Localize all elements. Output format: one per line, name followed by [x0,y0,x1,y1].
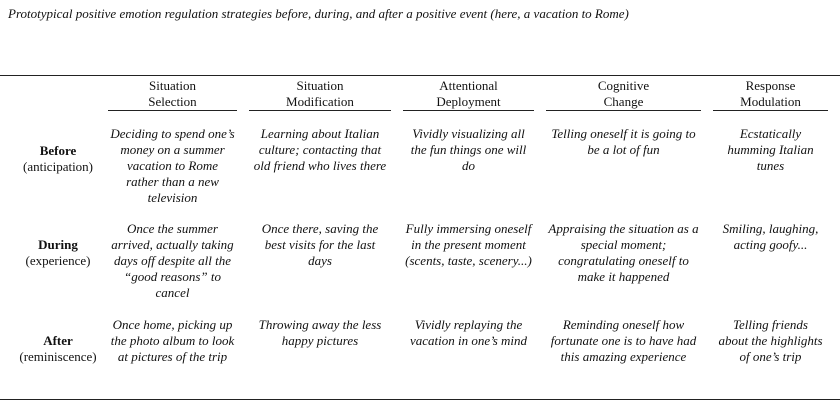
header-underline [403,110,534,111]
table-cell: Once home, picking up the photo album to look at pictures of the trip [110,317,235,364]
table-cell: Deciding to spend one’s money on a summer vacation to Rome rather than a new television [110,126,235,205]
row-header-during [8,237,108,269]
column-header-situation-selection [108,78,237,110]
column-header-line: Change [603,94,644,109]
table-cell: Fully immersing oneself in the present moment (scents, taste, scenery...) [405,221,532,268]
header-underline [713,110,828,111]
column-header-line: Selection [148,94,197,109]
column-header-line: Deployment [436,94,501,109]
column-header-line: Response [745,78,796,93]
column-header-line: Attentional [439,78,498,93]
row-title: During [38,237,78,252]
column-header-line: Situation [149,78,196,93]
header-underline [249,110,391,111]
table-cell: Once the summer arrived, actually taking days off despite all the “good reasons” to cancel [111,221,234,300]
row-subtitle: (experience) [25,253,91,268]
table-cell: Vividly visualizing all the fun things one will do [410,126,527,173]
table-cell: Once there, saving the best visits for the last days [261,221,379,268]
table-cell: Ecstatically humming Italian tunes [727,126,814,173]
header-underline [108,110,237,111]
table-cell: Vividly replaying the vacation in one’s mind [409,317,528,348]
table-cell: Telling friends about the highlights of one’s trip [718,317,823,364]
column-header-line: Modulation [740,94,801,109]
table-cell: Reminding oneself how fortunate one is to have had this amazing experience [550,317,697,364]
column-header-line: Cognitive [597,78,650,93]
bottom-rule [0,399,840,400]
row-subtitle: (reminiscence) [19,349,97,364]
table-cell: Smiling, laughing, acting goofy... [722,221,819,252]
column-header-attentional-deployment [403,78,534,110]
row-title: After [43,333,73,348]
table-cell: Throwing away the less happy pictures [258,317,382,348]
table-cell: Learning about Italian culture; contacting that old friend who lives there [253,126,387,173]
column-header-response-modulation [713,78,828,110]
column-header-line: Situation [296,78,344,93]
column-header-cognitive-change [546,78,701,110]
row-header-after [8,333,108,365]
table-cell: Telling oneself it is going to be a lot of fun [551,126,696,157]
table-caption: Prototypical positive emotion regulation strategies before, during, and after a positive event (here, a vacation to Rome) [8,6,629,21]
header-underline [546,110,701,111]
row-header-before [8,143,108,175]
column-header-line: Modification [286,94,354,109]
row-subtitle: (anticipation) [22,159,94,174]
top-rule [0,75,840,76]
row-title: Before [39,143,77,158]
table-cell: Appraising the situation as a special moment; congratulating oneself to make it happened [548,221,699,284]
column-header-situation-modification [249,78,391,110]
